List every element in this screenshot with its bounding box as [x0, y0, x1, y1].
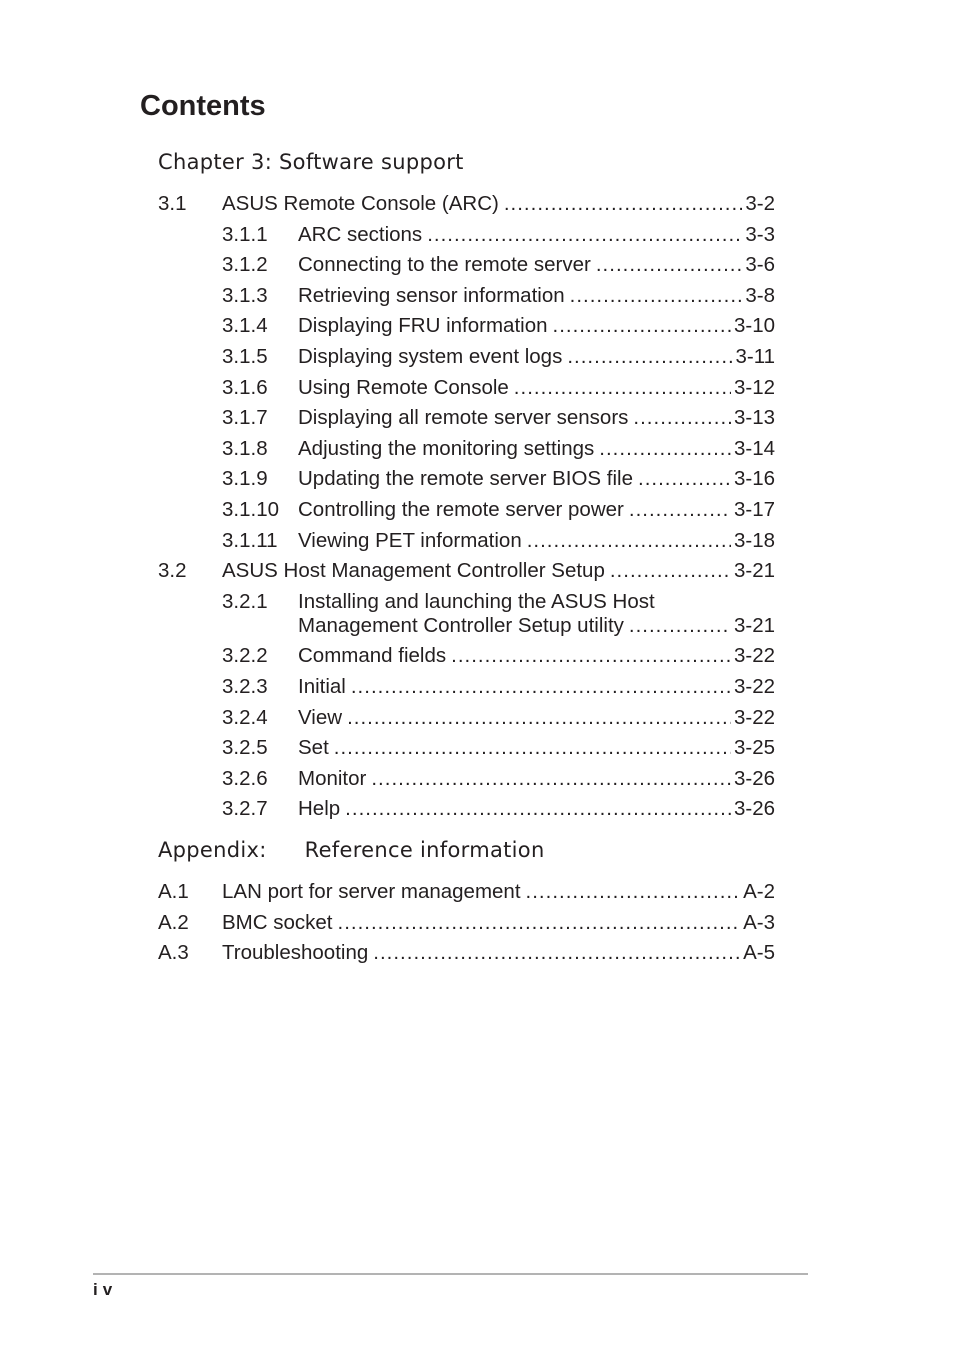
footer-page-number: iv: [93, 1280, 118, 1299]
toc-entry[interactable]: [158, 464, 775, 495]
dot-leader: [373, 938, 740, 969]
entry-page: 3-26: [733, 797, 775, 821]
entry-title: Displaying all remote server sensors: [298, 406, 629, 430]
entry-page: 3-17: [733, 497, 775, 521]
toc-entry[interactable]: [158, 495, 775, 526]
entry-number: 3.1.2: [222, 253, 268, 277]
appendix-label: Appendix:: [158, 838, 267, 862]
entry-title: Help: [298, 797, 341, 821]
entry-number: 3.1.10: [222, 497, 279, 521]
entry-title: ASUS Host Management Controller Setup: [222, 559, 605, 583]
dot-leader: [338, 908, 741, 939]
toc-entry[interactable]: [158, 556, 775, 587]
entry-title: Updating the remote server BIOS file: [298, 467, 633, 491]
dot-leader: [351, 672, 731, 703]
entry-number: 3.1.8: [222, 436, 268, 460]
entry-title: ASUS Remote Console (ARC): [222, 192, 499, 215]
entry-title-continued: Management Controller Setup utility: [298, 613, 624, 637]
dot-leader: [334, 733, 731, 764]
entry-page: A-5: [743, 941, 775, 965]
entry-number: 3.2.2: [222, 644, 268, 668]
entry-title: Initial: [298, 674, 346, 698]
entry-page: 3-22: [733, 705, 775, 729]
appendix-heading: [158, 836, 545, 864]
dot-leader: [451, 641, 731, 672]
entry-page: 3-10: [733, 314, 775, 338]
entry-number: 3.2.6: [222, 766, 268, 790]
entry-page: 3-3: [745, 222, 775, 246]
entry-page: 3-22: [733, 674, 775, 698]
dot-leader: [553, 311, 731, 342]
entry-title: View: [298, 705, 343, 729]
entry-title: Using Remote Console: [298, 375, 509, 399]
entry-title: Displaying FRU information: [298, 314, 548, 338]
toc-entry[interactable]: [158, 403, 775, 434]
entry-page: 3-25: [733, 736, 775, 760]
entry-number: A.3: [158, 941, 189, 965]
entry-page: A-2: [743, 880, 775, 903]
entry-page: 3-21: [733, 559, 775, 583]
dot-leader: [427, 220, 742, 251]
entry-page: 3-2: [745, 192, 775, 215]
entry-number: 3.1.1: [222, 222, 268, 246]
dot-leader: [629, 611, 731, 642]
entry-title: Troubleshooting: [222, 941, 369, 965]
appendix-title: Reference information: [304, 838, 545, 862]
toc-entry[interactable]: [158, 733, 775, 764]
entry-number: A.1: [158, 880, 189, 903]
toc-entry[interactable]: [158, 281, 775, 312]
dot-leader: [629, 495, 731, 526]
entry-number: 3.2.5: [222, 736, 268, 760]
entry-number: 3.2.7: [222, 797, 268, 821]
toc-entry[interactable]: [158, 938, 775, 969]
dot-leader: [514, 373, 731, 404]
entry-title: Controlling the remote server power: [298, 497, 624, 521]
entry-page: 3-14: [733, 436, 775, 460]
chapter3-toc: [158, 189, 775, 825]
entry-page: 3-16: [733, 467, 775, 491]
entry-number: 3.1.9: [222, 467, 268, 491]
chapter-heading: Chapter 3: Software support: [158, 150, 464, 174]
entry-title: LAN port for server management: [222, 880, 521, 903]
entry-page: A-3: [743, 910, 775, 934]
entry-page: 3-18: [733, 528, 775, 552]
entry-number: 3.1.6: [222, 375, 268, 399]
toc-entry[interactable]: [158, 311, 775, 342]
toc-entry[interactable]: [158, 434, 775, 465]
dot-leader: [345, 794, 731, 825]
entry-page: 3-6: [745, 253, 775, 277]
dot-leader: [504, 189, 743, 220]
toc-entry[interactable]: [158, 373, 775, 404]
page-title: Contents: [140, 90, 266, 122]
entry-page: 3-21: [733, 613, 775, 637]
appendix-toc: [158, 877, 775, 969]
entry-title: Monitor: [298, 766, 367, 790]
entry-page: 3-13: [733, 406, 775, 430]
entry-title: Set: [298, 736, 329, 760]
dot-leader: [596, 250, 743, 281]
dot-leader: [570, 281, 743, 312]
entry-number: 3.2.4: [222, 705, 268, 729]
dot-leader: [567, 342, 732, 373]
entry-page: 3-8: [745, 283, 775, 307]
entry-title: ARC sections: [298, 222, 423, 246]
entry-number: 3.2.1: [222, 589, 268, 613]
toc-entry[interactable]: [158, 250, 775, 281]
dot-leader: [527, 526, 731, 557]
toc-entry[interactable]: [158, 342, 775, 373]
toc-entry[interactable]: [158, 877, 775, 908]
entry-number: 3.1.5: [222, 344, 268, 368]
dot-leader: [599, 434, 731, 465]
toc-entry[interactable]: [158, 672, 775, 703]
entry-number: 3.1.7: [222, 406, 268, 430]
entry-number: 3.1.4: [222, 314, 268, 338]
entry-number: 3.1.11: [222, 528, 278, 552]
entry-title: Adjusting the monitoring settings: [298, 436, 595, 460]
entry-page: 3-12: [733, 375, 775, 399]
toc-entry[interactable]: [158, 587, 775, 642]
toc-entry[interactable]: [158, 526, 775, 557]
footer-divider: [93, 1273, 808, 1275]
entry-number: A.2: [158, 910, 189, 934]
entry-page: 3-26: [733, 766, 775, 790]
entry-number: 3.1.3: [222, 283, 268, 307]
toc-entry[interactable]: [158, 189, 775, 220]
entry-number: 3.2: [158, 559, 187, 583]
toc-entry[interactable]: [158, 220, 775, 251]
entry-title: Command fields: [298, 644, 447, 668]
toc-entry[interactable]: [158, 703, 775, 734]
entry-title: Viewing PET information: [298, 528, 522, 552]
toc-entry[interactable]: [158, 908, 775, 939]
dot-leader: [638, 464, 731, 495]
entry-title: Connecting to the remote server: [298, 253, 591, 277]
toc-entry[interactable]: [158, 641, 775, 672]
dot-leader: [526, 877, 741, 908]
entry-title: Retrieving sensor information: [298, 283, 565, 307]
entry-title: BMC socket: [222, 910, 333, 934]
toc-entry[interactable]: [158, 794, 775, 825]
dot-leader: [610, 556, 731, 587]
entry-number: 3.2.3: [222, 674, 268, 698]
entry-page: 3-11: [735, 344, 775, 368]
dot-leader: [347, 703, 731, 734]
entry-title: Installing and launching the ASUS Host: [298, 589, 655, 613]
dot-leader: [371, 764, 731, 795]
entry-page: 3-22: [733, 644, 775, 668]
entry-number: 3.1: [158, 192, 187, 215]
entry-title: Displaying system event logs: [298, 344, 563, 368]
toc-entry[interactable]: [158, 764, 775, 795]
dot-leader: [633, 403, 731, 434]
